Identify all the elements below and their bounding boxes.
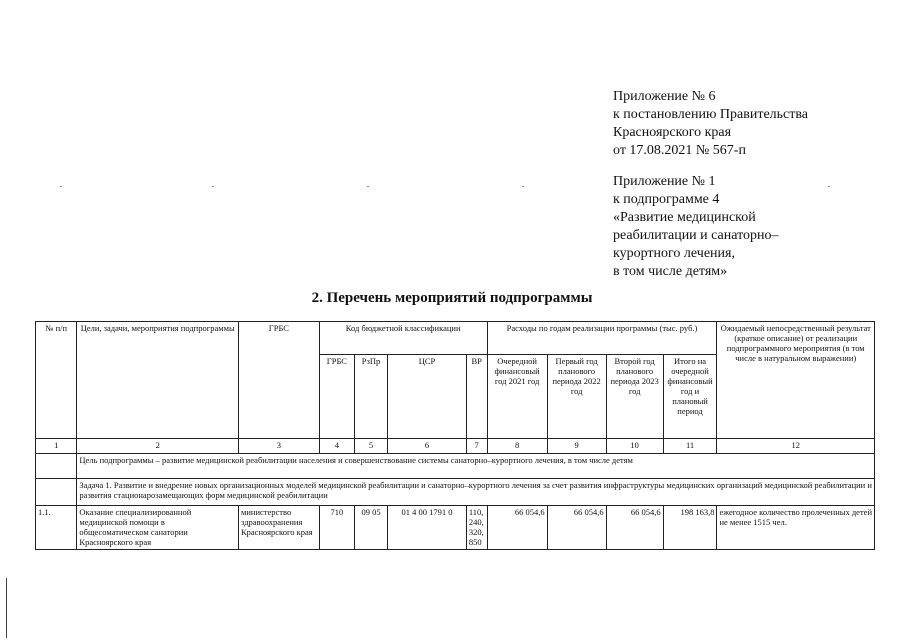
col-number: 4: [319, 439, 354, 454]
row-code-grbs: 710: [319, 506, 354, 550]
row-2023: 66 054,6: [606, 506, 663, 550]
header-expenses: Расходы по годам реализации программы (тыс. руб.): [487, 322, 717, 355]
appendix-6-header: Приложение № 6 к постановлению Правительства Красноярского края от 17.08.2021 № 567-п: [613, 89, 809, 158]
row-grbs: министерство здравоохранения Красноярского края: [238, 506, 319, 550]
header-row: [36, 322, 875, 355]
section-title: 2. Перечень мероприятий подпрограммы: [311, 290, 593, 306]
goal-row-blank: [36, 454, 77, 479]
header-code-vr: ВР: [466, 355, 487, 439]
header-code-rzpr: РзПр: [354, 355, 387, 439]
col-number: 9: [547, 439, 606, 454]
col-number: 5: [354, 439, 387, 454]
col-number: 12: [717, 439, 875, 454]
header-budget-code: Код бюджетной классификации: [319, 322, 487, 355]
header-grbs: ГРБС: [238, 322, 319, 439]
row-total: 198 163,8: [663, 506, 717, 550]
scan-speck: [60, 186, 62, 187]
header-result: Ожидаемый непосредственный результат (краткое описание) от реализации подпрограммного мероприятия (в том числе в натуральном выражении): [717, 322, 875, 439]
appendix-1-header: Приложение № 1 к подпрограмме 4 «Развитие медицинской реабилитации и санаторно– курортного лечения, в том числе детям»: [613, 174, 779, 279]
row-num: 1.1.: [36, 506, 77, 550]
goal-row: [36, 454, 875, 479]
header-num: № п/п: [36, 322, 77, 439]
scan-speck: [828, 186, 830, 187]
measures-table: [35, 321, 875, 550]
table-row: [36, 506, 875, 550]
col-number: 2: [77, 439, 239, 454]
row-rzpr: 09 05: [354, 506, 387, 550]
col-number: 10: [606, 439, 663, 454]
column-number-row: [36, 439, 875, 454]
col-number: 1: [36, 439, 77, 454]
col-number: 6: [388, 439, 467, 454]
col-number: 8: [487, 439, 547, 454]
header-year-2022: Первый год планового периода 2022 год: [547, 355, 606, 439]
row-vr: 110, 240, 320, 850: [466, 506, 487, 550]
row-2022: 66 054,6: [547, 506, 606, 550]
header-code-csr: ЦСР: [388, 355, 467, 439]
task-row: [36, 479, 875, 506]
row-result: ежегодное количество пролеченных детей не менее 1515 чел.: [717, 506, 875, 550]
header-goals: Цели, задачи, мероприятия подпрограммы: [77, 322, 239, 439]
scan-speck: [212, 186, 214, 187]
task-text: Задача 1. Развитие и внедрение новых организационных моделей медицинской реабилитации и санаторно–курортного лечения за счет развития инфраструктуры медицинских организаций медицинской реабилитации и развития стационарозамещающих форм медицинской реабилитации: [77, 479, 875, 506]
scan-edge-mark: [6, 578, 7, 638]
col-number: 7: [466, 439, 487, 454]
row-csr: 01 4 00 1791 0: [388, 506, 467, 550]
col-number: 3: [238, 439, 319, 454]
header-total: Итого на очередной финансовый год и плановый период: [663, 355, 717, 439]
header-code-grbs: ГРБС: [319, 355, 354, 439]
scan-speck: [367, 186, 369, 187]
task-row-blank: [36, 479, 77, 506]
row-2021: 66 054,6: [487, 506, 547, 550]
header-year-2023: Второй год планового периода 2023 год: [606, 355, 663, 439]
row-name: Оказание специализированной медицинской помощи в общесоматическом санатории Красноярского края: [77, 506, 239, 550]
header-year-2021: Очередной финансовый год 2021 год: [487, 355, 547, 439]
col-number: 11: [663, 439, 717, 454]
scan-speck: [522, 186, 524, 187]
goal-text: Цель подпрограммы – развитие медицинской реабилитации населения и совершенствование системы санаторно–курортного лечения, в том числе детям: [77, 454, 875, 479]
